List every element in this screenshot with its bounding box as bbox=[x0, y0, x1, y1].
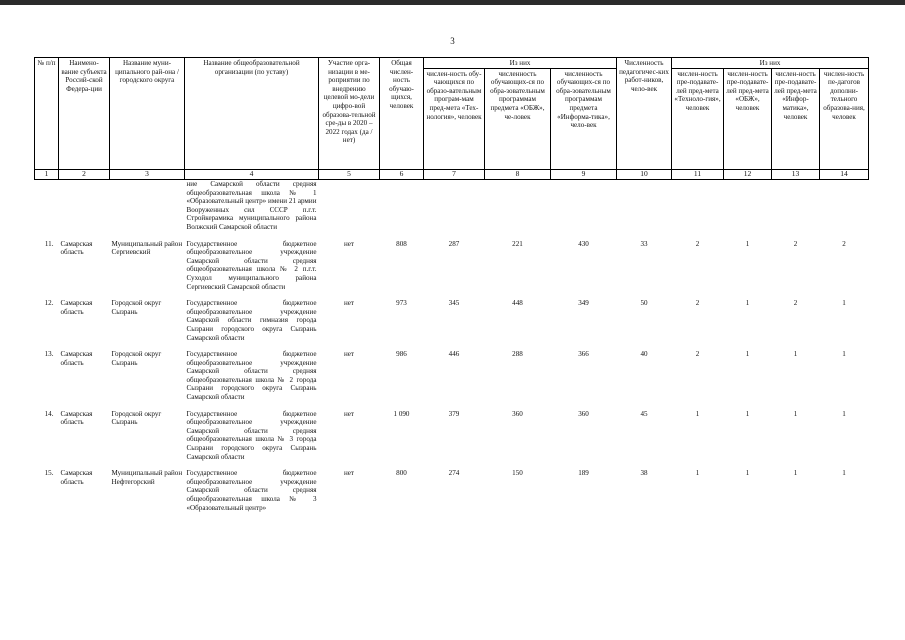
participation-cell: нет bbox=[343, 350, 355, 359]
col-header-region: Наимено-вание субъекта Россий-ской Федера-ции bbox=[59, 58, 110, 170]
obzh-students-cell: 288 bbox=[512, 350, 523, 359]
table-row bbox=[35, 410, 869, 470]
column-number: 12 bbox=[724, 170, 772, 180]
table-row bbox=[35, 350, 869, 410]
inf-students-cell: 430 bbox=[578, 239, 589, 248]
tech-teachers-cell: 2 bbox=[695, 299, 700, 308]
col-header-total-students: Общая числен-ность обучаю-щихся, человек bbox=[380, 58, 424, 170]
staff-cell: 50 bbox=[640, 299, 648, 308]
district-cell: Муниципальный район Нефтегорский bbox=[111, 469, 183, 486]
additional-teachers-cell: 1 bbox=[842, 409, 846, 418]
col-header-district: Название муни-ципального рай-она / городского округа bbox=[110, 58, 185, 170]
row-number: 15. bbox=[44, 469, 54, 478]
tech-teachers-cell: 1 bbox=[695, 469, 700, 478]
tech-students-cell: 379 bbox=[448, 409, 460, 418]
additional-teachers-cell: 1 bbox=[842, 350, 846, 359]
page-number: 3 bbox=[450, 36, 455, 46]
total-students-cell: 808 bbox=[396, 239, 407, 248]
col-header-inf-students: численность обучающих-ся по обра-зовательным программам предмета «Информа-тика», чело-век bbox=[551, 68, 617, 169]
staff-cell: 45 bbox=[640, 409, 648, 418]
col-header-inf-teachers: числен-ность пре-подавате-лей пред-мета «Инфор-матика», человек bbox=[772, 68, 820, 169]
obzh-teachers-cell: 1 bbox=[745, 239, 750, 248]
region-cell: Самарская область bbox=[60, 299, 93, 316]
organization-cell: Государственное бюджетное общеобразовательное учреждение Самарской области средняя общеобразовательная школа № 3 «Образовательный центр» bbox=[186, 469, 317, 512]
col-header-tech-teachers: числен-ность пре-подавате-лей пред-мета «Техноло-гия», человек bbox=[672, 68, 724, 169]
inf-students-cell: 360 bbox=[578, 409, 589, 418]
schools-table bbox=[34, 57, 869, 520]
tech-students-cell: 345 bbox=[448, 299, 460, 308]
obzh-teachers-cell: 1 bbox=[745, 409, 750, 418]
participation-cell: нет bbox=[343, 409, 355, 418]
scan-top-edge bbox=[0, 0, 905, 5]
column-number: 8 bbox=[485, 170, 551, 180]
staff-cell: 33 bbox=[640, 239, 648, 248]
column-number: 6 bbox=[380, 170, 424, 180]
additional-teachers-cell: 1 bbox=[842, 299, 846, 308]
column-number: 7 bbox=[424, 170, 485, 180]
total-students-cell: 1 090 bbox=[393, 409, 410, 418]
tech-teachers-cell: 1 bbox=[695, 409, 700, 418]
tech-students-cell: 446 bbox=[448, 350, 460, 359]
staff-cell: 38 bbox=[640, 469, 648, 478]
group-header-students: Из них bbox=[424, 58, 617, 69]
col-header-staff: Численность педагогичес-ких работ-ников, чело-век bbox=[617, 58, 672, 170]
obzh-students-cell: 221 bbox=[512, 239, 523, 248]
tech-students-cell: 274 bbox=[448, 469, 460, 478]
district-cell: Городской округ Сызрань bbox=[111, 350, 162, 367]
obzh-students-cell: 150 bbox=[512, 469, 523, 478]
district-cell: Городской округ Сызрань bbox=[111, 409, 162, 427]
tech-teachers-cell: 2 bbox=[695, 350, 700, 359]
region-cell: Самарская область bbox=[60, 239, 93, 257]
table-row bbox=[35, 240, 869, 300]
row-number: 13. bbox=[44, 350, 54, 359]
column-number: 13 bbox=[772, 170, 820, 180]
total-students-cell: 973 bbox=[396, 299, 407, 308]
column-number: 1 bbox=[35, 170, 59, 180]
additional-teachers-cell: 2 bbox=[842, 239, 846, 248]
row-number: 14. bbox=[44, 409, 54, 418]
inf-teachers-cell: 2 bbox=[793, 239, 798, 248]
tech-teachers-cell: 2 bbox=[695, 239, 700, 248]
additional-teachers-cell: 1 bbox=[842, 469, 846, 478]
column-number: 14 bbox=[820, 170, 869, 180]
obzh-teachers-cell: 1 bbox=[745, 299, 750, 308]
row-number: 11. bbox=[44, 239, 54, 248]
total-students-cell: 800 bbox=[396, 469, 407, 478]
inf-students-cell: 366 bbox=[578, 350, 589, 359]
col-header-obzh-teachers: числен-ность пре-подавате-лей пред-мета «ОБЖ», человек bbox=[724, 68, 772, 169]
inf-teachers-cell: 1 bbox=[793, 409, 798, 418]
column-number: 10 bbox=[617, 170, 672, 180]
group-header-teachers: Из них bbox=[672, 58, 869, 69]
table-row bbox=[35, 299, 869, 350]
participation-cell: нет bbox=[343, 299, 355, 308]
staff-cell: 40 bbox=[640, 350, 648, 359]
inf-teachers-cell: 2 bbox=[793, 299, 798, 308]
organization-cell: Государственное бюджетное общеобразовательное учреждение Самарской области средняя общеобразовательная школа № 2 города Сызрани городского округа Сызрань Самарской области bbox=[186, 350, 317, 402]
organization-cell: Государственное бюджетное общеобразовательное учреждение Самарской области средняя общеобразовательная школа № 2 п.г.т. Суходол муниципального района Сергиевский Самарской области bbox=[186, 239, 317, 291]
inf-teachers-cell: 1 bbox=[793, 350, 798, 359]
obzh-teachers-cell: 1 bbox=[745, 350, 750, 359]
obzh-teachers-cell: 1 bbox=[745, 469, 750, 478]
column-number: 9 bbox=[551, 170, 617, 180]
obzh-students-cell: 448 bbox=[512, 299, 523, 308]
participation-cell: нет bbox=[343, 469, 355, 478]
inf-students-cell: 189 bbox=[578, 469, 589, 478]
region-cell: Самарская область bbox=[60, 350, 93, 367]
column-number: 3 bbox=[110, 170, 185, 180]
region-cell: Самарская область bbox=[60, 469, 93, 486]
organization-cell: Государственное бюджетное общеобразовательное учреждение Самарской области гимназия города Сызрани городского округа Сызрань Самарской области bbox=[186, 299, 317, 342]
column-number: 11 bbox=[672, 170, 724, 180]
district-cell: Муниципальный район Сергиевский bbox=[111, 239, 183, 257]
org-name-continuation: ние Самарской области средняя общеобразовательная школа № 1 «Образовательный центр» имени 21 армии Вооруженных сил СССР п.г.т. Стройкерамика муниципального района Волжский Самарской области bbox=[186, 180, 317, 231]
col-header-additional-teachers: числен-ность пе-дагогов дополни-тельного образова-ния, человек bbox=[820, 68, 869, 169]
column-number: 4 bbox=[185, 170, 319, 180]
region-cell: Самарская область bbox=[60, 409, 93, 427]
participation-cell: нет bbox=[343, 239, 355, 248]
column-number: 5 bbox=[319, 170, 380, 180]
inf-students-cell: 349 bbox=[578, 299, 589, 308]
col-header-number: № п/п bbox=[35, 58, 59, 170]
table-row bbox=[35, 469, 869, 520]
col-header-obzh-students: численность обучающих-ся по обра-зовательным программам предмета «ОБЖ», че-ловек bbox=[485, 68, 551, 169]
obzh-students-cell: 360 bbox=[512, 409, 523, 418]
inf-teachers-cell: 1 bbox=[793, 469, 798, 478]
col-header-tech-students: числен-ность обу-чающихся по образо-вательным програм-мам пред-мета «Тех-нология», человек bbox=[424, 68, 485, 169]
header-row bbox=[35, 58, 869, 69]
column-number: 2 bbox=[59, 170, 110, 180]
organization-cell: Государственное бюджетное общеобразовательное учреждение Самарской области средняя общеобразовательная школа № 3 города Сызрани городского округа Сызрань Самарской области bbox=[186, 409, 317, 461]
continuation-row bbox=[35, 180, 869, 240]
tech-students-cell: 287 bbox=[448, 239, 460, 248]
district-cell: Городской округ Сызрань bbox=[111, 299, 162, 316]
col-header-organization: Название общеобразовательной организации (по уставу) bbox=[185, 58, 319, 170]
total-students-cell: 986 bbox=[396, 350, 407, 359]
col-header-participation: Участие орга-низации в ме-роприятии по внедрению целевой мо-дели цифро-вой образова-тельной сре-ды в 2020 – 2022 годах (да / нет) bbox=[319, 58, 380, 170]
column-numbers-row bbox=[35, 170, 869, 180]
table-body bbox=[35, 240, 869, 521]
row-number: 12. bbox=[44, 299, 54, 308]
